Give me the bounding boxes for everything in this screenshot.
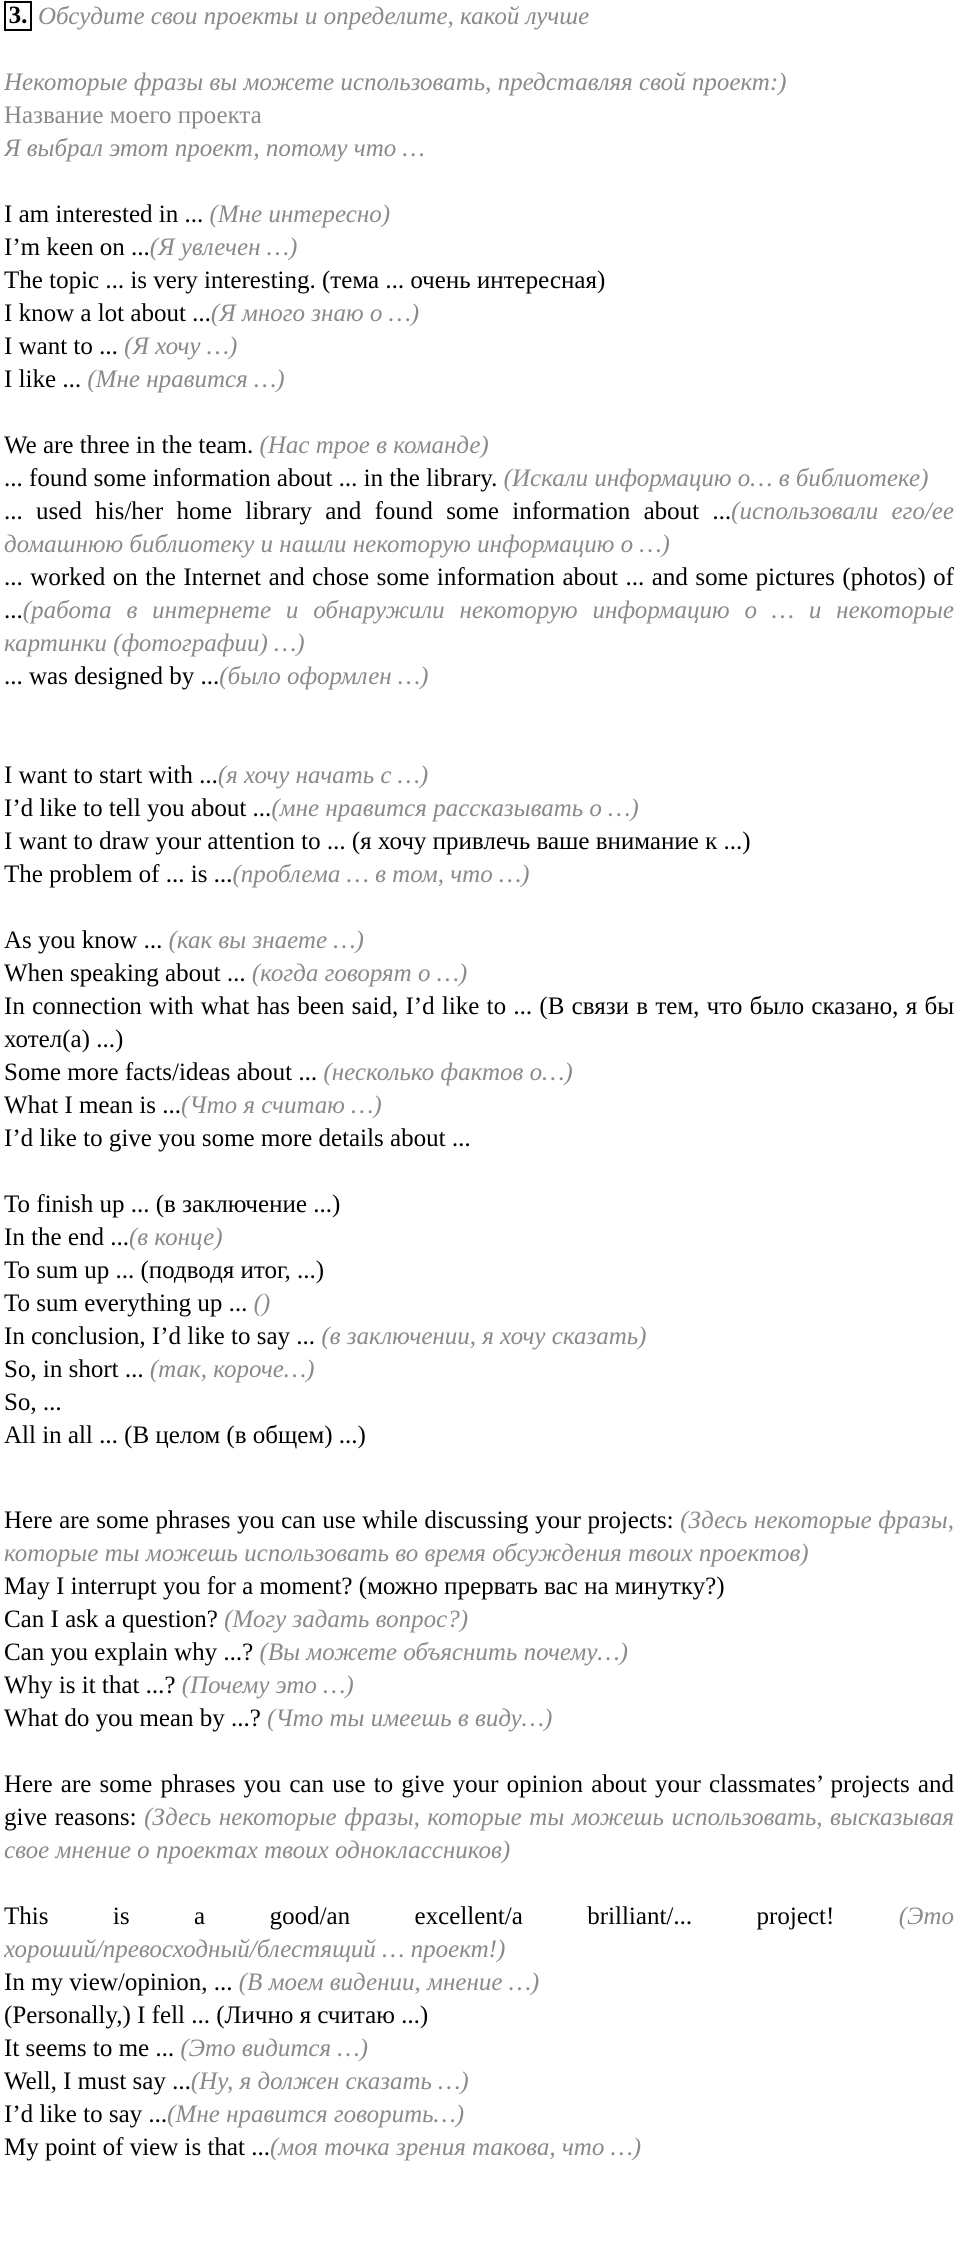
spread-word: This bbox=[4, 1903, 49, 1930]
phrase-en: What do you mean by ...? bbox=[4, 1705, 268, 1732]
phrase-en: ... worked on the Internet and chose some information about ... and some pictures (photos) of ... bbox=[4, 564, 954, 624]
phrase-ru: (когда говорят о …) bbox=[251, 960, 468, 987]
phrase-ru: (Нас трое в команде) bbox=[259, 432, 489, 459]
intro-line: Я выбрал этот проект, потому что … bbox=[4, 135, 425, 162]
phrase-line bbox=[4, 660, 954, 693]
phrase-en: I’d like to tell you about ... bbox=[4, 795, 272, 822]
phrase-en: ... used his/her home library and found some information about ... bbox=[4, 498, 732, 525]
phrase-group-opinion bbox=[4, 1768, 954, 2164]
spread-continuation: хороший/превосходный/блестящий … проект!) bbox=[4, 1936, 506, 1963]
phrase-en: I want to draw your attention to ... (я хочу привлечь ваше внимание к ...) bbox=[4, 828, 751, 855]
phrase-en: ... was designed by ... bbox=[4, 663, 220, 690]
phrase-en: To sum up ... (подводя итог, ...) bbox=[4, 1257, 325, 1284]
phrase-line bbox=[4, 1353, 954, 1386]
phrase-paragraph bbox=[4, 462, 954, 495]
phrase-ru: (было оформлен …) bbox=[219, 663, 429, 690]
phrase-group-start bbox=[4, 759, 954, 891]
phrase-en: I’d like to say ... bbox=[4, 2101, 168, 2128]
phrase-group-team bbox=[4, 429, 954, 693]
phrase-line bbox=[4, 792, 954, 825]
phrase-ru: (Искали информацию о… в библиотеке) bbox=[503, 465, 929, 492]
phrase-en: Some more facts/ideas about ... bbox=[4, 1059, 324, 1086]
phrase-en: Can you explain why ...? bbox=[4, 1639, 260, 1666]
intro-line: Название моего проекта bbox=[4, 102, 262, 129]
phrase-line bbox=[4, 1702, 954, 1735]
phrase-ru: (мне нравится рассказывать о …) bbox=[271, 795, 639, 822]
phrase-ru: (несколько фактов о…) bbox=[323, 1059, 573, 1086]
phrase-line bbox=[4, 2032, 954, 2065]
phrase-ru: (использовали его/ее домашнюю библиотеку и нашли некоторую информацию о …) bbox=[4, 498, 954, 558]
phrase-en: The topic ... is very interesting. (тема ... очень интересная) bbox=[4, 267, 606, 294]
phrase-en: So, ... bbox=[4, 1389, 62, 1416]
phrase-en: In conclusion, I’d like to say ... bbox=[4, 1323, 322, 1350]
phrase-line bbox=[4, 1089, 954, 1122]
phrase-line bbox=[4, 363, 954, 396]
phrase-en: Why is it that ...? bbox=[4, 1672, 182, 1699]
phrase-ru: (Мне нравится …) bbox=[87, 366, 285, 393]
phrase-en: I am interested in ... bbox=[4, 201, 210, 228]
phrase-ru: (в заключении, я хочу сказать) bbox=[321, 1323, 647, 1350]
phrase-line bbox=[4, 1669, 954, 1702]
phrase-ru: (Я увлечен …) bbox=[149, 234, 298, 261]
phrase-ru: (Это видится …) bbox=[180, 2035, 368, 2062]
phrase-en: We are three in the team. bbox=[4, 432, 260, 459]
phrase-group-interest bbox=[4, 198, 954, 396]
phrase-en: As you know ... bbox=[4, 927, 169, 954]
phrase-line bbox=[4, 759, 954, 792]
phrase-ru: (Мне нравится говорить…) bbox=[167, 2101, 465, 2128]
phrase-line bbox=[4, 1122, 954, 1155]
phrase-ru: (Мне интересно) bbox=[209, 201, 391, 228]
phrase-group-conclusion bbox=[4, 1188, 954, 1452]
phrase-ru: (В моем видении, мнение …) bbox=[238, 1969, 540, 1996]
phrase-en: What I mean is ... bbox=[4, 1092, 182, 1119]
phrase-ru: (Что ты имеешь в виду…) bbox=[267, 1705, 553, 1732]
spread-word: (Это bbox=[898, 1903, 954, 1930]
phrase-ru: (Вы можете объяснить почему…) bbox=[259, 1639, 628, 1666]
phrase-ru: (работа в интернете и обнаружили некоторую информацию о … и некоторые картинки (фотографии) …) bbox=[4, 597, 954, 657]
phrase-line bbox=[4, 957, 954, 990]
spread-word: good/an bbox=[269, 1903, 351, 1930]
phrase-line bbox=[4, 231, 954, 264]
phrase-line bbox=[4, 330, 954, 363]
phrase-line bbox=[4, 1999, 954, 2032]
task-title: Обсудите свои проекты и определите, какой лучше bbox=[38, 3, 590, 30]
phrase-en: All in all ... (В целом (в общем) ...) bbox=[4, 1422, 366, 1449]
phrase-en: So, in short ... bbox=[4, 1356, 150, 1383]
phrase-ru: (я хочу начать с …) bbox=[217, 762, 429, 789]
phrase-line bbox=[4, 1320, 954, 1353]
task-number: 3. bbox=[4, 1, 32, 31]
phrase-en: I want to ... bbox=[4, 333, 125, 360]
phrase-ru: (проблема … в том, что …) bbox=[232, 861, 530, 888]
phrase-ru: (в конце) bbox=[128, 1224, 223, 1251]
phrase-line bbox=[4, 297, 954, 330]
phrase-line bbox=[4, 1386, 954, 1419]
phrase-en: It seems to me ... bbox=[4, 2035, 181, 2062]
phrase-line bbox=[4, 825, 954, 858]
phrase-line bbox=[4, 429, 954, 462]
phrase-en: In the end ... bbox=[4, 1224, 129, 1251]
phrase-line bbox=[4, 1287, 954, 1320]
phrase-ru: () bbox=[253, 1290, 271, 1317]
discussion-heading bbox=[4, 1504, 954, 1570]
phrase-en: To finish up ... (в заключение ...) bbox=[4, 1191, 341, 1218]
phrase-ru: (Я много знаю о …) bbox=[210, 300, 420, 327]
phrase-en: Here are some phrases you can use to give your opinion about your classmates’ projects and give reasons: bbox=[4, 1771, 954, 1831]
phrase-line bbox=[4, 1188, 954, 1221]
phrase-en: When speaking about ... bbox=[4, 960, 252, 987]
phrase-line bbox=[4, 2098, 954, 2131]
phrase-line bbox=[4, 924, 954, 957]
phrase-line bbox=[4, 2131, 954, 2164]
phrase-ru: (Ну, я должен сказать …) bbox=[190, 2068, 469, 2095]
spread-word: is bbox=[112, 1903, 130, 1930]
phrase-en: In my view/opinion, ... bbox=[4, 1969, 239, 1996]
spread-line bbox=[4, 1900, 954, 1933]
phrase-ru: (Почему это …) bbox=[181, 1672, 354, 1699]
phrase-ru: (Здесь некоторые фразы, которые ты можешь использовать, высказывая свое мнение о проектах твоих одноклассников) bbox=[4, 1804, 954, 1864]
phrase-ru: (так, короче…) bbox=[149, 1356, 315, 1383]
phrase-ru: (как вы знаете …) bbox=[168, 927, 364, 954]
phrase-paragraph bbox=[4, 495, 954, 561]
phrase-en: ... found some information about ... in the library. bbox=[4, 465, 504, 492]
phrase-en: My point of view is that ... bbox=[4, 2134, 270, 2161]
phrase-en: Here are some phrases you can use while discussing your projects: bbox=[4, 1507, 681, 1534]
phrase-en: I know a lot about ... bbox=[4, 300, 211, 327]
phrase-ru: (моя точка зрения такова, что …) bbox=[269, 2134, 642, 2161]
phrase-en: I’d like to give you some more details about ... bbox=[4, 1125, 471, 1152]
intro-line: Некоторые фразы вы можете использовать, представляя свой проект:) bbox=[4, 69, 787, 96]
phrase-line bbox=[4, 264, 954, 297]
phrase-line bbox=[4, 1056, 954, 1089]
spread-word: project! bbox=[756, 1903, 835, 1930]
phrase-en: May I interrupt you for a moment? (можно прервать вас на минутку?) bbox=[4, 1573, 725, 1600]
phrase-en: (Personally,) I fell ... (Лично я считаю ...) bbox=[4, 2002, 429, 2029]
phrase-en: I want to start with ... bbox=[4, 762, 218, 789]
phrase-ru: (Могу задать вопрос?) bbox=[224, 1606, 469, 1633]
phrase-en: To sum everything up ... bbox=[4, 1290, 254, 1317]
phrase-line bbox=[4, 1570, 954, 1603]
phrase-line bbox=[4, 858, 954, 891]
phrase-line bbox=[4, 1966, 954, 1999]
opinion-heading bbox=[4, 1768, 954, 1867]
spread-word: a bbox=[194, 1903, 206, 1930]
phrase-line bbox=[4, 2065, 954, 2098]
phrase-line bbox=[4, 1221, 954, 1254]
phrase-en: The problem of ... is ... bbox=[4, 861, 233, 888]
phrase-en: Well, I must say ... bbox=[4, 2068, 191, 2095]
phrase-line bbox=[4, 1603, 954, 1636]
phrase-group-discussion bbox=[4, 1504, 954, 1735]
phrase-en: Can I ask a question? bbox=[4, 1606, 225, 1633]
phrase-en: In connection with what has been said, I’d like to ... (В связи в тем, что было сказано, я бы хотел(а) ...) bbox=[4, 993, 954, 1053]
spread-word: brilliant/... bbox=[587, 1903, 693, 1930]
phrase-line bbox=[4, 1636, 954, 1669]
phrase-ru: (Здесь некоторые фразы, которые ты можешь использовать во время обсуждения твоих проектов) bbox=[4, 1507, 954, 1567]
phrase-ru: (Что я считаю …) bbox=[181, 1092, 382, 1119]
spread-word: excellent/a bbox=[414, 1903, 523, 1930]
phrase-ru: (Я хочу …) bbox=[124, 333, 238, 360]
phrase-paragraph bbox=[4, 561, 954, 660]
phrase-line bbox=[4, 1419, 954, 1452]
phrase-line bbox=[4, 198, 954, 231]
task-heading bbox=[4, 0, 954, 33]
phrase-group-body bbox=[4, 924, 954, 1155]
phrase-en: I like ... bbox=[4, 366, 88, 393]
phrase-en: I’m keen on ... bbox=[4, 234, 150, 261]
phrase-line bbox=[4, 1254, 954, 1287]
phrase-paragraph bbox=[4, 990, 954, 1056]
